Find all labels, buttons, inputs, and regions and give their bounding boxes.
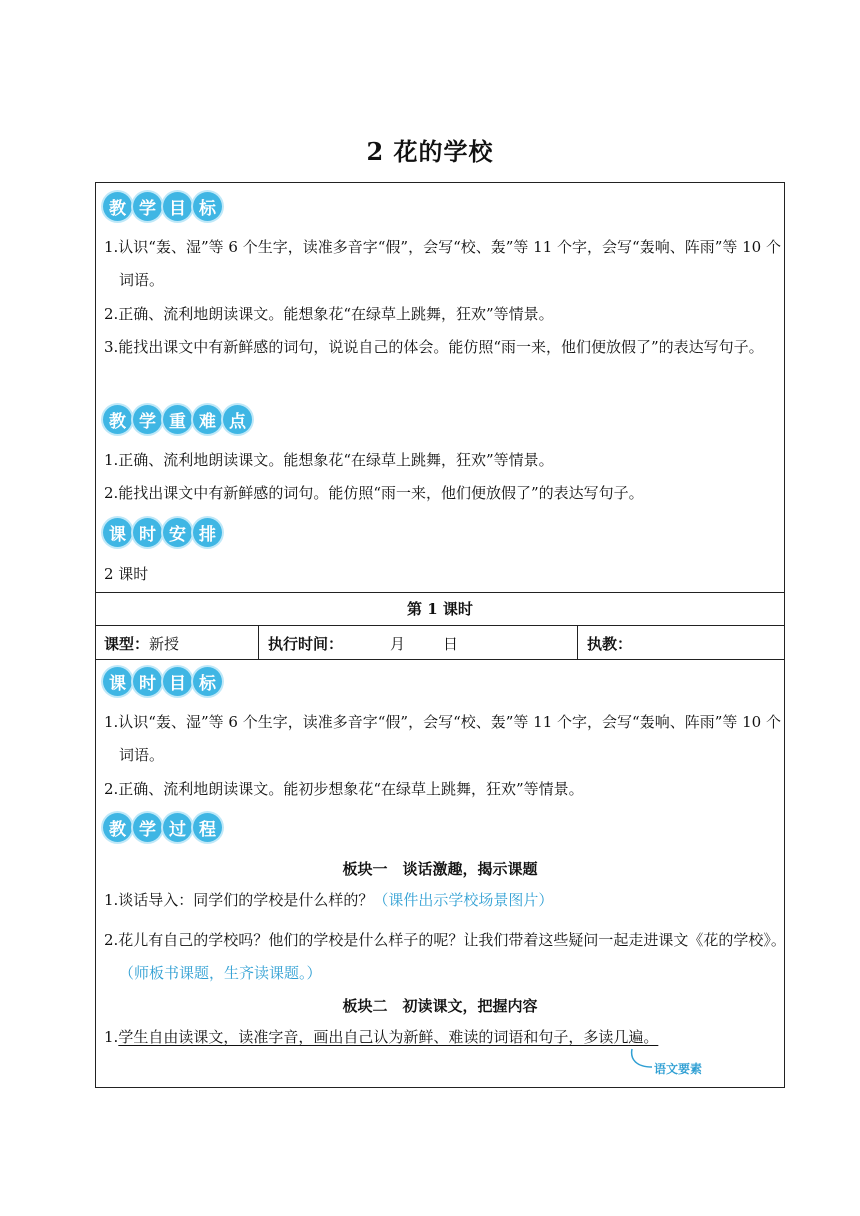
key-point-item: 1.正确、流利地朗读课文。能想象花“在绿草上跳舞，狂欢”等情景。 <box>104 451 554 469</box>
teaching-goal-item: 2.正确、流利地朗读课文。能想象花“在绿草上跳舞，狂欢”等情景。 <box>104 305 554 323</box>
section-title: 板块二 初读课文，把握内容 <box>342 997 538 1015</box>
table-divider <box>95 592 785 593</box>
page-title: 2 花的学校 <box>366 137 494 166</box>
badge-period-goals: 课 时 目 标 <box>103 667 222 701</box>
table-divider <box>258 625 259 659</box>
teaching-goal-item: 1.认识“轰、湿”等 6 个生字，读准多音字“假”，会写“校、轰”等 11 个字，会写“轰响、阵雨”等 10 个词语。 <box>104 238 781 289</box>
teacher-label: 执教： <box>587 635 633 653</box>
section-title: 板块一 谈话激趣，揭示课题 <box>342 860 538 878</box>
execution-time-label: 执行时间： <box>268 635 344 653</box>
period-goal-item: 2.正确、流利地朗读课文。能初步想象花“在绿草上跳舞，狂欢”等情景。 <box>104 780 584 798</box>
process-item: 2.花儿有自己的学校吗？他们的学校是什么样子的呢？让我们带着这些疑问一起走进课文《花的学校》。（师板书课题，生齐读课题。） <box>104 931 786 982</box>
period-header: 第 1 课时 <box>407 600 473 618</box>
teaching-goal-item: 3.能找出课文中有新鲜感的词句，说说自己的体会。能仿照“雨一来，他们便放假了”的表达写句子。 <box>104 338 764 356</box>
table-divider <box>95 659 785 660</box>
schedule-text: 2 课时 <box>104 565 149 583</box>
process-item: 1.谈话导入：同学们的学校是什么样的？（课件出示学校场景图片） <box>104 891 554 909</box>
table-divider <box>95 625 785 626</box>
month-label: 月 <box>390 635 406 653</box>
lesson-type: 课型：新授 <box>104 635 180 653</box>
process-item: 1.学生自由读课文，读准字音，画出自己认为新鲜、难读的词语和句子，多读几遍。 <box>104 1028 659 1046</box>
period-goal-item: 1.认识“轰、湿”等 6 个生字，读准多音字“假”，会写“校、轰”等 11 个字，会写“轰响、阵雨”等 10 个词语。 <box>104 713 781 764</box>
day-label: 日 <box>443 635 459 653</box>
table-divider <box>577 625 578 659</box>
teacher-note: （课件出示学校场景图片） <box>373 891 554 909</box>
teacher-note: （师板书课题，生齐读课题。） <box>119 964 322 982</box>
annotation-label: 语文要素 <box>654 1062 703 1076</box>
badge-teaching-goals: 教 学 目 标 <box>103 192 222 226</box>
badge-process: 教 学 过 程 <box>103 813 222 847</box>
badge-key-points: 教 学 重 难 点 <box>103 405 252 439</box>
badge-schedule: 课 时 安 排 <box>103 518 222 552</box>
underlined-text: 学生自由读课文，读准字音，画出自己认为新鲜、难读的词语和句子，多读几遍。 <box>118 1028 659 1046</box>
key-point-item: 2.能找出课文中有新鲜感的词句。能仿照“雨一来，他们便放假了”的表达写句子。 <box>104 484 644 502</box>
